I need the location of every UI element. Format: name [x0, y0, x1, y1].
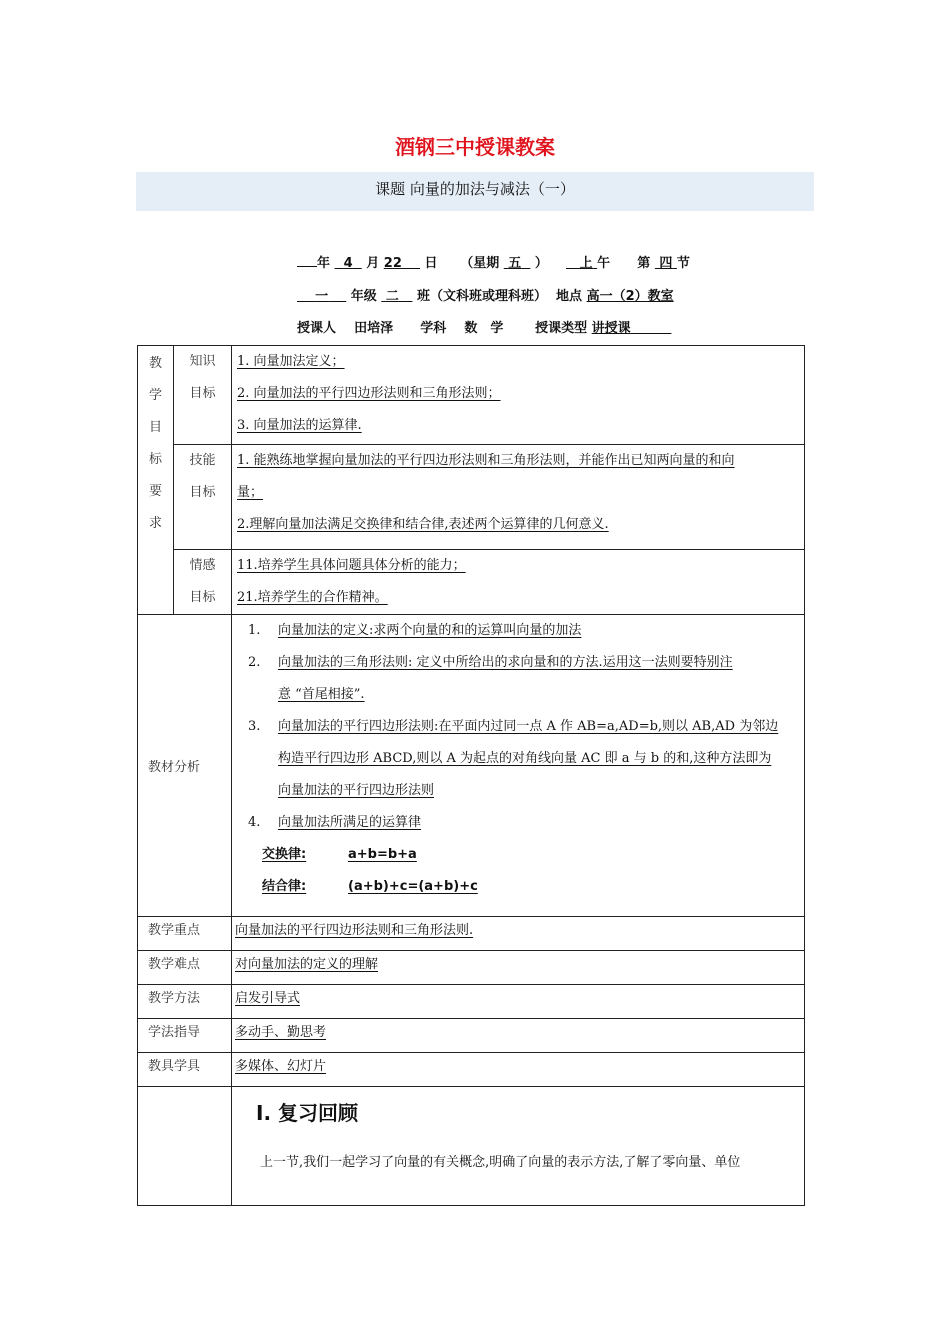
row-label-text: 教学难点 [148, 957, 201, 972]
knowledge-label-1: 知识 [189, 354, 216, 369]
analysis-item-cont [248, 743, 804, 775]
row-label-text: 学法指导 [148, 1025, 201, 1040]
skill-content [232, 445, 805, 550]
knowledge-label-2: 目标 [189, 386, 216, 401]
knowledge-content [232, 346, 805, 445]
skill-item: 2.理解向量加法满足交换律和结合律,表述两个运算律的几何意义. [237, 517, 609, 532]
row-value [232, 1053, 805, 1087]
item-number: 1. [248, 623, 261, 638]
law-name: 交换律: [262, 847, 307, 862]
year-blank [297, 254, 317, 267]
item-number: 2. [248, 655, 261, 670]
analysis-item [248, 711, 804, 743]
item-line: 意 “首尾相接”. [278, 687, 365, 702]
row-label-text: 教学方法 [148, 991, 201, 1006]
associative-law [248, 871, 804, 903]
objectives-char: 求 [148, 516, 162, 531]
row-value-text: 多媒体、幻灯片 [235, 1059, 327, 1074]
location-label: 地点 [556, 289, 583, 304]
weekday-close: ） [534, 256, 548, 271]
skill-label [174, 445, 232, 550]
course-value: 数 学 [464, 321, 504, 336]
row-value-text: 启发引导式 [235, 991, 301, 1006]
period-label: 午 [597, 256, 611, 271]
month-value: 4 [343, 256, 353, 271]
teacher-line [297, 317, 671, 336]
item-number: 4. [248, 815, 261, 830]
class-value: 二 [385, 289, 399, 304]
month-label: 月 [366, 256, 380, 271]
class-label: 班（文科班或理科班） [416, 289, 547, 304]
item-line: 向量加法的平行四边形法则:在平面内过同一点 A 作 AB=a,AD=b,则以 AB,AD 为邻边 [278, 719, 779, 734]
location-value: 高一（2）教室 [586, 289, 674, 304]
analysis-item [248, 807, 804, 839]
skill-item: 1. 能熟练地掌握向量加法的平行四边形法则和三角形法则，并能作出已知两向量的和向 [237, 453, 735, 468]
review-row [138, 1087, 805, 1206]
study-guide-row [138, 1019, 805, 1053]
emotion-label [174, 550, 232, 615]
class-line [297, 285, 674, 304]
objectives-char: 目 [148, 420, 162, 435]
row-label [138, 1053, 232, 1087]
lesson-type-label: 授课类型 [535, 321, 588, 336]
analysis-label-text: 教材分析 [148, 760, 201, 775]
item-number: 3. [248, 719, 261, 734]
method-row [138, 985, 805, 1019]
commutative-law [248, 839, 804, 871]
subject-band [136, 172, 814, 211]
row-value [232, 985, 805, 1019]
row-label-text: 教学重点 [148, 923, 201, 938]
row-label [138, 951, 232, 985]
row-label-text: 教具学具 [148, 1059, 201, 1074]
lesson-type-value: 讲授课 [591, 321, 631, 336]
grade-value: 一 [315, 289, 329, 304]
knowledge-label [174, 346, 232, 445]
analysis-item [248, 647, 804, 679]
objectives-char: 学 [148, 388, 162, 403]
document-title: 酒钢三中授课教案 [395, 135, 555, 159]
date-line [297, 252, 690, 271]
skill-label-1: 技能 [189, 453, 216, 468]
period-value: 上 [579, 256, 593, 271]
emotion-label-1: 情感 [189, 558, 216, 573]
emotion-label-2: 目标 [189, 590, 216, 605]
section-prefix: 第 [637, 256, 651, 271]
analysis-item-cont [248, 679, 804, 711]
knowledge-row [138, 346, 805, 445]
course-label: 学科 [420, 321, 447, 336]
analysis-label [138, 615, 232, 917]
emotion-item: 11.培养学生具体问题具体分析的能力； [237, 558, 466, 573]
key-point-row [138, 917, 805, 951]
grade-label: 年级 [350, 289, 377, 304]
tools-row [138, 1053, 805, 1087]
law-name: 结合律: [262, 879, 307, 894]
row-label [138, 1019, 232, 1053]
emotion-item: 21.培养学生的合作精神。 [237, 590, 388, 605]
law-formula: (a+b)+c=(a+b)+c [348, 879, 478, 894]
law-formula: a+b=b+a [348, 847, 417, 862]
year-label: 年 [317, 256, 331, 271]
review-text: 上一节,我们一起学习了向量的有关概念,明确了向量的表示方法,了解了零向量、单位 [260, 1155, 741, 1170]
knowledge-item: 2. 向量加法的平行四边形法则和三角形法则； [237, 386, 501, 401]
row-label [138, 985, 232, 1019]
review-content [232, 1087, 805, 1206]
weekday-label: （星期 [460, 256, 500, 271]
lesson-subject: 课题 向量的加法与减法（一） [375, 180, 575, 198]
objectives-char: 教 [148, 356, 162, 371]
emotion-row [138, 550, 805, 615]
objectives-char: 标 [148, 452, 162, 467]
skill-row [138, 445, 805, 550]
section-label: 节 [676, 256, 690, 271]
analysis-item [248, 615, 804, 647]
difficulty-row [138, 951, 805, 985]
objectives-label [138, 346, 174, 615]
skill-label-2: 目标 [189, 485, 216, 500]
item-line: 构造平行四边形 ABCD,则以 A 为起点的对角线向量 AC 即 a 与 b 的和,这种方法即为 [278, 751, 772, 766]
row-label [138, 917, 232, 951]
emotion-content [232, 550, 805, 615]
review-label-cell [138, 1087, 232, 1206]
row-value-text: 对向量加法的定义的理解 [235, 957, 379, 972]
lesson-plan-table [137, 345, 805, 1206]
row-value-text: 多动手、勤思考 [235, 1025, 327, 1040]
section-value: 四 [659, 256, 673, 271]
skill-item: 量； [237, 485, 264, 500]
analysis-item-cont [248, 775, 804, 807]
knowledge-item: 1. 向量加法定义； [237, 354, 345, 369]
row-value-text: 向量加法的平行四边形法则和三角形法则. [235, 923, 474, 938]
day-value: 22 [383, 256, 402, 271]
row-value [232, 917, 805, 951]
item-line: 向量加法的三角形法则: 定义中所给出的求向量和的方法.运用这一法则要特别注 [278, 655, 733, 670]
teacher-label: 授课人 [297, 321, 337, 336]
analysis-content [232, 615, 805, 917]
item-line: 向量加法的平行四边形法则 [278, 783, 435, 798]
row-value [232, 951, 805, 985]
item-line: 向量加法的定义:求两个向量的和的运算叫向量的加法 [278, 623, 582, 638]
objectives-char: 要 [148, 484, 162, 499]
knowledge-item: 3. 向量加法的运算律. [237, 418, 362, 433]
day-label: 日 [424, 256, 438, 271]
item-line: 向量加法所满足的运算律 [278, 815, 422, 830]
row-value [232, 1019, 805, 1053]
teacher-value: 田培泽 [354, 321, 394, 336]
review-heading: Ⅰ. 复习回顾 [256, 1101, 359, 1125]
analysis-row [138, 615, 805, 917]
weekday-value: 五 [508, 256, 522, 271]
